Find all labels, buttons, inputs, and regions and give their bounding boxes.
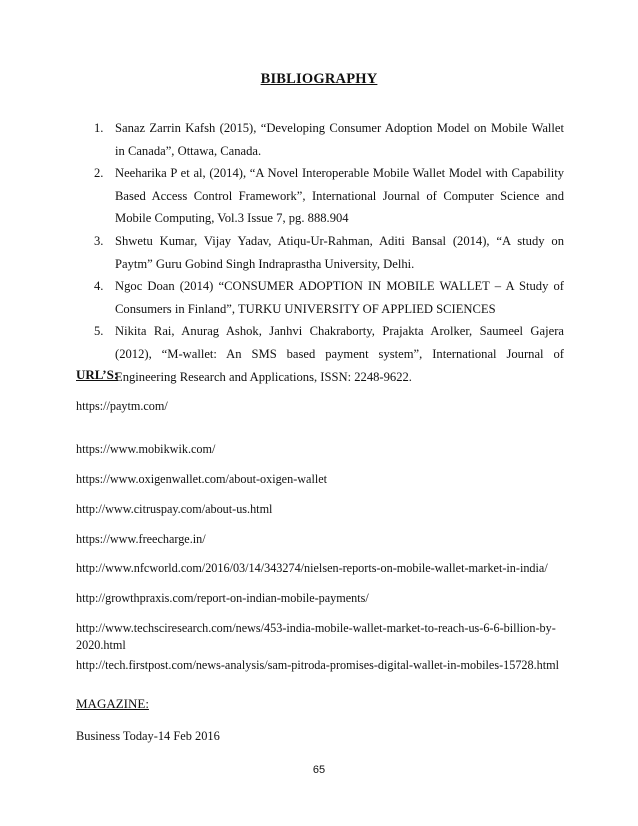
reference-text: Neeharika P et al, (2014), “A Novel Interoperable Mobile Wallet Model with Capability Based Access Control Framework”, International Journal of Computer Science and Mobile Computing, Vol.3 Issue 7, pg. 888.904: [115, 166, 564, 226]
reference-number: 1.: [94, 121, 104, 135]
url-item[interactable]: https://www.mobikwik.com/: [76, 442, 216, 456]
reference-text: Nikita Rai, Anurag Ashok, Janhvi Chakraborty, Prajakta Arolker, Saumeel Gajera (2012), “M-wallet: An SMS based payment system”, International Journal of Engineering Research and Applications, ISSN: 2248-9622.: [115, 324, 564, 384]
reference-item: [94, 275, 564, 320]
reference-number: 3.: [94, 233, 104, 248]
reference-text: Sanaz Zarrin Kafsh (2015), “Developing Consumer Adoption Model on Mobile Wallet in Canada”, Ottawa, Canada.: [115, 121, 564, 158]
urls-heading: URL’S:: [76, 367, 119, 382]
reference-text: Shwetu Kumar, Vijay Yadav, Atiqu-Ur-Rahman, Aditi Bansal (2014), “A study on Paytm” Guru Gobind Singh Indraprastha University, Delhi.: [115, 233, 564, 271]
reference-number: 2.: [94, 166, 104, 181]
magazine-heading: MAGAZINE:: [76, 696, 149, 711]
page-title: BIBLIOGRAPHY: [260, 71, 378, 87]
page-number: 65: [312, 764, 326, 776]
url-item[interactable]: http://www.techsciresearch.com/news/453-india-mobile-wallet-market-to-reach-us-6-6-billion-by-2020.html: [76, 621, 556, 652]
url-item[interactable]: http://growthpraxis.com/report-on-indian-mobile-payments/: [76, 591, 369, 605]
reference-item: [94, 117, 564, 162]
url-item[interactable]: http://tech.firstpost.com/news-analysis/sam-pitroda-promises-digital-wallet-in-mobiles-15728.html: [76, 658, 560, 672]
url-item[interactable]: https://www.oxigenwallet.com/about-oxigen-wallet: [76, 472, 328, 486]
reference-number: 5.: [94, 324, 104, 339]
url-item[interactable]: http://www.citruspay.com/about-us.html: [76, 502, 273, 516]
reference-text: Ngoc Doan (2014) “CONSUMER ADOPTION IN MOBILE WALLET – A Study of Consumers in Finland”, TURKU UNIVERSITY OF APPLIED SCIENCES: [115, 279, 564, 316]
url-item[interactable]: http://www.nfcworld.com/2016/03/14/343274/nielsen-reports-on-mobile-wallet-market-in-india/: [76, 561, 548, 575]
url-item[interactable]: https://www.freecharge.in/: [76, 532, 206, 546]
reference-item: [94, 320, 564, 388]
reference-number: 4.: [94, 279, 104, 294]
url-item[interactable]: https://paytm.com/: [76, 399, 168, 413]
reference-item: [94, 230, 564, 275]
reference-list: [94, 117, 564, 388]
reference-item: [94, 162, 564, 230]
magazine-entry: Business Today-14 Feb 2016: [76, 729, 220, 743]
